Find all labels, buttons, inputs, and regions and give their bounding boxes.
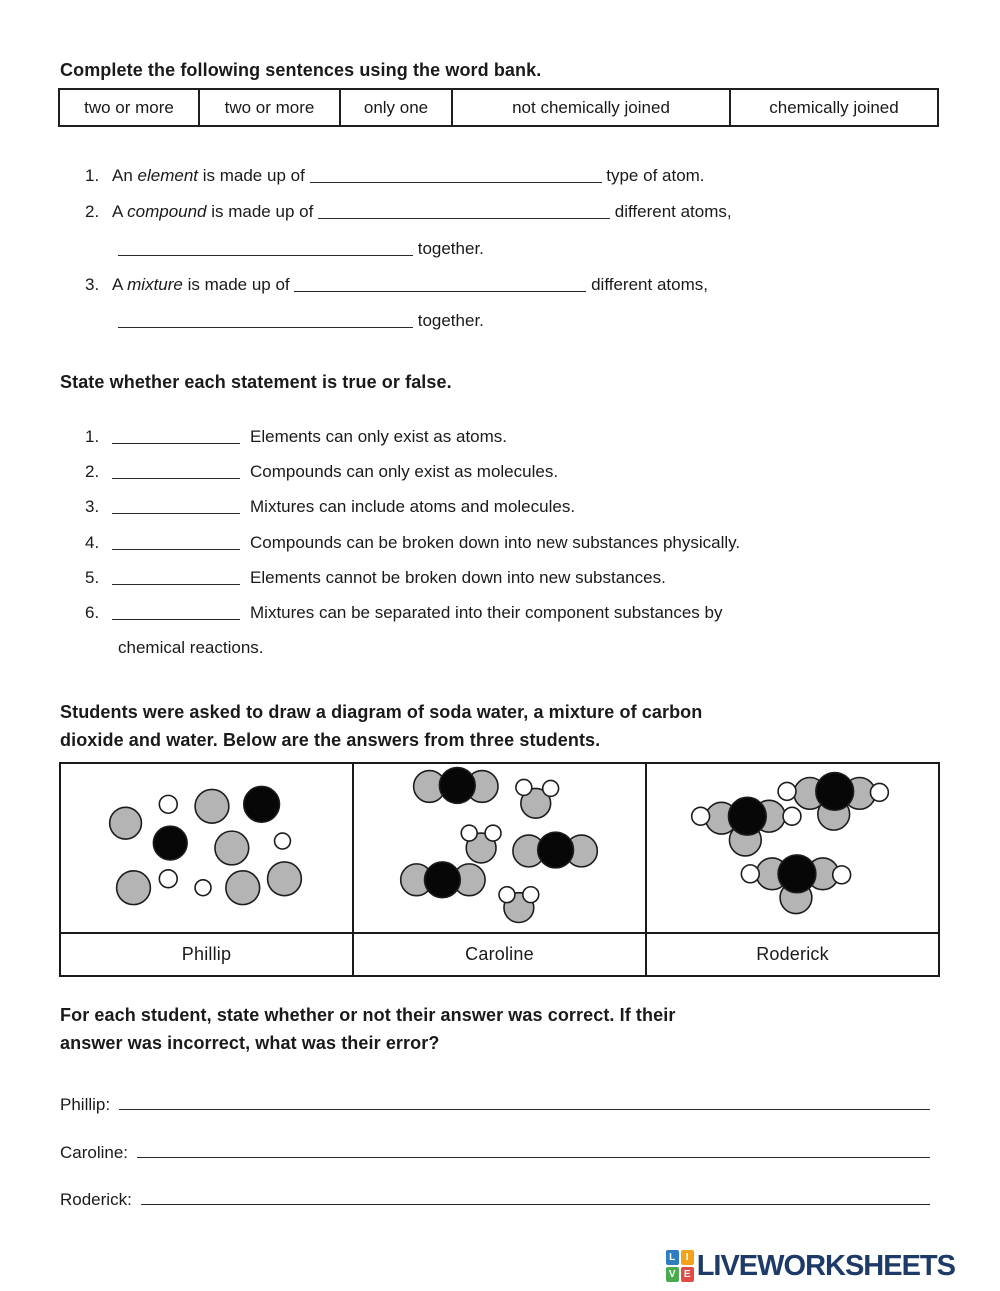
statement-number: 2. [85, 462, 100, 482]
sentence-3 [85, 267, 955, 303]
statement-number: 5. [85, 567, 100, 587]
answer-write-line[interactable] [119, 1090, 930, 1110]
true-false-heading: State whether each statement is true or false. [60, 372, 452, 392]
answer-label: Caroline: [60, 1143, 129, 1162]
diagrams-heading [60, 698, 702, 754]
word-bank-item: two or more [198, 90, 339, 125]
statement-4 [85, 525, 955, 560]
sentence-number: 2. [85, 202, 100, 222]
liveworksheets-logo-icon [666, 1250, 694, 1282]
student-name-label: Roderick [647, 932, 938, 975]
student-name-label: Caroline [354, 932, 645, 975]
answer-write-line[interactable] [137, 1138, 930, 1158]
answer-blank[interactable] [112, 534, 240, 550]
statement-1 [85, 419, 955, 454]
logo-square-l: L [666, 1250, 679, 1265]
fill-in-sentences [85, 158, 955, 339]
answer-row-roderick [60, 1185, 930, 1210]
statement-text: Mixtures can be separated into their component substances by [250, 602, 723, 622]
statement-number: 6. [85, 602, 100, 622]
sentence-text: type of atom. [601, 166, 705, 185]
logo-square-e: E [681, 1267, 694, 1282]
answer-label: Roderick: [60, 1190, 132, 1209]
caroline-molecule-diagram [354, 764, 645, 932]
sentence-italic-word: element [137, 166, 199, 185]
answer-blank[interactable] [112, 604, 240, 620]
word-bank-item: only one [339, 90, 451, 125]
statement-text: Elements cannot be broken down into new substances. [250, 567, 666, 587]
evaluate-heading [60, 1001, 675, 1057]
sentence-text: An [112, 166, 138, 185]
student-panel-caroline [352, 764, 645, 975]
word-bank-heading: Complete the following sentences using the word bank. [60, 60, 542, 80]
statement-6 [85, 595, 955, 630]
sentence-text: is made up of [206, 202, 319, 222]
sentence-number: 1. [85, 166, 100, 185]
answer-blank[interactable] [112, 569, 240, 585]
brand-wordmark: LIVEWORKSHEETS [696, 1250, 955, 1282]
statement-2 [85, 454, 955, 489]
student-panel-phillip [61, 764, 352, 975]
answer-row-phillip [60, 1090, 930, 1115]
sentence-text: different atoms, [610, 202, 732, 222]
student-name-label: Phillip [61, 932, 352, 975]
answer-blank[interactable] [112, 428, 240, 444]
sentence-number: 3. [85, 274, 100, 294]
statement-text: Compounds can be broken down into new substances physically. [250, 532, 741, 552]
answer-blank[interactable] [294, 276, 586, 292]
statement-5 [85, 560, 955, 595]
answer-write-line[interactable] [141, 1185, 930, 1205]
statement-text: Compounds can only exist as molecules. [250, 462, 559, 482]
student-diagram-table [59, 762, 940, 977]
statement-text: chemical reactions. [118, 638, 264, 658]
sentence-text: A [112, 274, 128, 294]
statement-6-continuation [85, 630, 955, 665]
word-bank-item: not chemically joined [451, 90, 729, 125]
statement-text: Mixtures can include atoms and molecules. [250, 497, 576, 517]
statement-number: 3. [85, 497, 100, 517]
answer-blank[interactable] [310, 167, 602, 183]
answer-blank[interactable] [112, 498, 240, 514]
sentence-italic-word: compound [127, 202, 207, 222]
answer-blank[interactable] [112, 463, 240, 479]
statement-3 [85, 489, 955, 524]
answer-blank[interactable] [318, 203, 610, 219]
roderick-molecule-diagram [647, 764, 938, 932]
statement-number: 4. [85, 532, 100, 552]
statement-text: Elements can only exist as atoms. [250, 427, 508, 446]
word-bank-item: chemically joined [729, 90, 937, 125]
sentence-text: is made up of [198, 166, 310, 185]
student-panel-roderick [645, 764, 938, 975]
phillip-atom-diagram [61, 764, 352, 932]
sentence-text: together. [413, 238, 484, 258]
sentence-text: together. [413, 311, 484, 331]
sentence-2-continuation [85, 231, 955, 267]
sentence-italic-word: mixture [127, 274, 183, 294]
word-bank-item: two or more [84, 97, 174, 117]
sentence-text: is made up of [182, 274, 295, 294]
sentence-text: A [112, 202, 128, 222]
sentence-2 [85, 194, 955, 230]
statement-number: 1. [85, 427, 100, 446]
evaluate-heading-line2: answer was incorrect, what was their error? [60, 1033, 440, 1053]
liveworksheets-logo [666, 1249, 955, 1283]
true-false-list [85, 419, 955, 665]
answer-blank[interactable] [118, 240, 413, 256]
logo-square-i: I [681, 1250, 694, 1265]
word-bank-table [58, 88, 939, 127]
answer-label: Phillip: [60, 1095, 111, 1114]
diagrams-heading-line1: Students were asked to draw a diagram of soda water, a mixture of carbon [60, 702, 703, 722]
answer-row-caroline [60, 1138, 930, 1163]
logo-square-v: V [666, 1267, 679, 1282]
evaluate-heading-line1: For each student, state whether or not their answer was correct. If their [60, 1005, 676, 1025]
diagrams-heading-line2: dioxide and water. Below are the answers from three students. [60, 730, 601, 750]
sentence-text: different atoms, [586, 274, 708, 294]
sentence-1 [85, 158, 955, 194]
sentence-3-continuation [85, 303, 955, 339]
answer-blank[interactable] [118, 312, 413, 328]
